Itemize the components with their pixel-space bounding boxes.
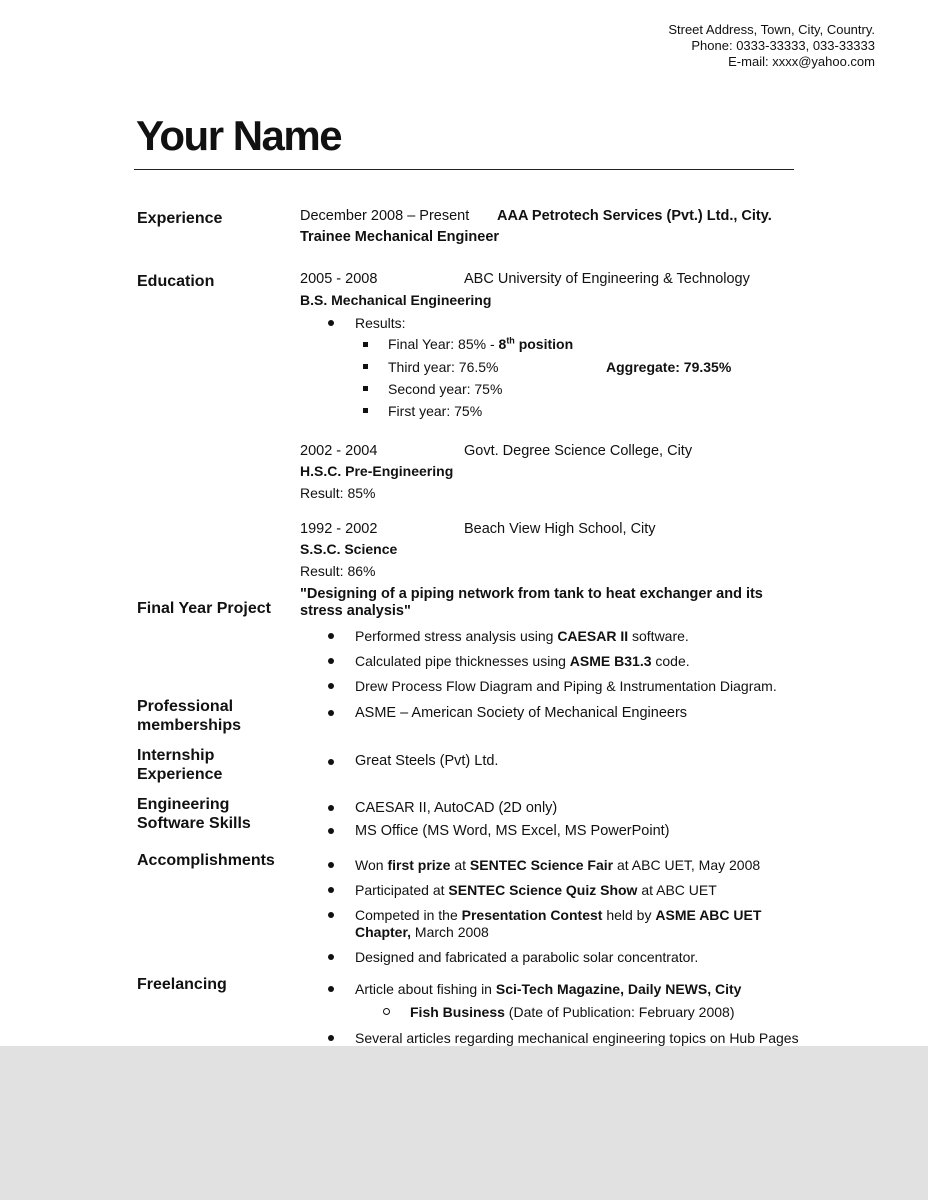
section-label-education: Education — [137, 273, 215, 290]
position-word: position — [514, 336, 574, 352]
education-degree: B.S. Mechanical Engineering — [300, 292, 492, 308]
bullet-dot — [328, 887, 334, 893]
section-label-freelancing: Freelancing — [137, 976, 227, 993]
accomplishment-text: at ABC UET — [637, 882, 717, 898]
software-item: MS Office (MS Word, MS Excel, MS PowerPoint) — [355, 823, 670, 839]
accomplishment-text: at ABC UET, May 2008 — [613, 857, 761, 873]
first-year-result: First year: 75% — [388, 403, 483, 419]
bullet-dot — [328, 828, 334, 834]
experience-role: Trainee Mechanical Engineer — [300, 229, 500, 245]
accomplishment-item: Designed and fabricated a parabolic solar concentrator. — [355, 949, 699, 965]
project-item-text: software. — [628, 628, 689, 644]
education-years: 1992 - 2002 — [300, 521, 378, 537]
accomplishment-item — [355, 881, 717, 899]
accomplishment-bold: SENTEC Science Fair — [469, 857, 614, 873]
education-degree: S.S.C. Science — [300, 541, 398, 557]
bullet-dot — [328, 954, 334, 960]
project-item-text: code. — [651, 653, 690, 669]
membership-item: ASME – American Society of Mechanical Engineers — [355, 705, 688, 721]
accomplishment-text: held by — [602, 907, 656, 923]
final-year-result — [388, 335, 573, 353]
contact-phone: Phone: 0333-33333, 033-33333 — [691, 38, 875, 53]
project-item-bold: CAESAR II — [557, 628, 629, 644]
bullet-square — [363, 386, 368, 391]
accomplishment-bold: first prize — [387, 857, 451, 873]
accomplishment-bold: Chapter, — [355, 924, 412, 940]
section-label-project: Final Year Project — [137, 600, 271, 617]
third-year-result: Third year: 76.5% — [388, 359, 499, 375]
bullet-dot — [328, 320, 334, 326]
section-label-experience: Experience — [137, 210, 223, 227]
accomplishment-item — [355, 856, 760, 874]
bullet-dot — [328, 658, 334, 664]
project-item-bold: ASME B31.3 — [569, 653, 652, 669]
education-result: Result: 85% — [300, 485, 376, 501]
label-line: Internship — [137, 747, 215, 764]
position-suffix: th — [506, 335, 515, 346]
project-item — [355, 627, 689, 645]
bullet-dot — [328, 1035, 334, 1041]
accomplishment-item-continued — [355, 923, 489, 941]
bullet-dot — [328, 986, 334, 992]
second-year-result: Second year: 75% — [388, 381, 503, 397]
bullet-dot — [328, 912, 334, 918]
experience-company: AAA Petrotech Services (Pvt.) Ltd., City. — [497, 208, 772, 224]
bullet-dot — [328, 710, 334, 716]
freelancing-item — [355, 980, 741, 998]
accomplishment-text: Won — [355, 857, 388, 873]
freelancing-subitem — [410, 1003, 735, 1021]
header-divider — [134, 169, 794, 170]
experience-period: December 2008 – Present — [300, 208, 470, 224]
accomplishment-text: March 2008 — [411, 924, 489, 940]
results-label: Results: — [355, 315, 406, 331]
education-school: Beach View High School, City — [464, 521, 656, 537]
accomplishment-text: at — [450, 857, 470, 873]
software-item: CAESAR II, AutoCAD (2D only) — [355, 800, 558, 816]
education-school: Govt. Degree Science College, City — [464, 443, 693, 459]
freelancing-text: Article about fishing in — [355, 981, 496, 997]
accomplishment-item — [355, 906, 761, 924]
internship-item: Great Steels (Pvt) Ltd. — [355, 753, 499, 769]
accomplishment-text: Competed in the — [355, 907, 462, 923]
education-result: Result: 86% — [300, 563, 376, 579]
contact-block — [668, 22, 875, 70]
contact-address: Street Address, Town, City, Country. — [668, 22, 875, 37]
education-degree: H.S.C. Pre-Engineering — [300, 463, 454, 479]
project-title-line2: stress analysis" — [300, 603, 411, 619]
project-item — [355, 652, 690, 670]
freelancing-text: (Date of Publication: February 2008) — [504, 1004, 735, 1020]
bullet-square — [363, 408, 368, 413]
education-school: ABC University of Engineering & Technology — [464, 271, 750, 287]
accomplishment-bold: ASME ABC UET — [655, 907, 762, 923]
accomplishment-bold: Presentation Contest — [461, 907, 603, 923]
contact-email: E-mail: xxxx@yahoo.com — [728, 54, 875, 69]
bullet-dot — [328, 633, 334, 639]
bullet-dot — [328, 805, 334, 811]
accomplishment-text: Participated at — [355, 882, 449, 898]
project-title-line1: "Designing of a piping network from tank to heat exchanger and its — [300, 586, 763, 602]
bullet-dot — [328, 683, 334, 689]
label-line: memberships — [137, 717, 242, 734]
bullet-circle — [383, 1008, 390, 1015]
section-label-internship — [137, 746, 222, 784]
education-years: 2002 - 2004 — [300, 443, 378, 459]
project-item: Drew Process Flow Diagram and Piping & Instrumentation Diagram. — [355, 678, 777, 694]
bullet-square — [363, 342, 368, 347]
final-year-text: Final Year: 85% - — [388, 336, 499, 352]
aggregate-result: Aggregate: 79.35% — [606, 359, 732, 375]
section-label-accomplishments: Accomplishments — [137, 852, 275, 869]
viewer-background — [0, 1046, 928, 1200]
label-line: Engineering — [137, 796, 230, 813]
education-years: 2005 - 2008 — [300, 271, 378, 287]
bullet-dot — [328, 759, 334, 765]
position-number: 8 — [498, 336, 507, 352]
accomplishment-bold: SENTEC Science Quiz Show — [448, 882, 638, 898]
bullet-dot — [328, 862, 334, 868]
label-line: Experience — [137, 766, 223, 783]
section-label-software — [137, 795, 251, 833]
freelancing-bold: Fish Business — [410, 1004, 505, 1020]
project-item-text: Performed stress analysis using — [355, 628, 558, 644]
project-item-text: Calculated pipe thicknesses using — [355, 653, 570, 669]
resume-name: Your Name — [136, 112, 342, 159]
class-position — [499, 336, 574, 352]
label-line: Software Skills — [137, 815, 251, 832]
freelancing-bold: Sci-Tech Magazine, Daily NEWS, City — [495, 981, 742, 997]
bullet-square — [363, 364, 368, 369]
section-label-memberships — [137, 697, 241, 735]
freelancing-item: Several articles regarding mechanical engineering topics on Hub Pages — [355, 1030, 799, 1046]
label-line: Professional — [137, 698, 234, 715]
